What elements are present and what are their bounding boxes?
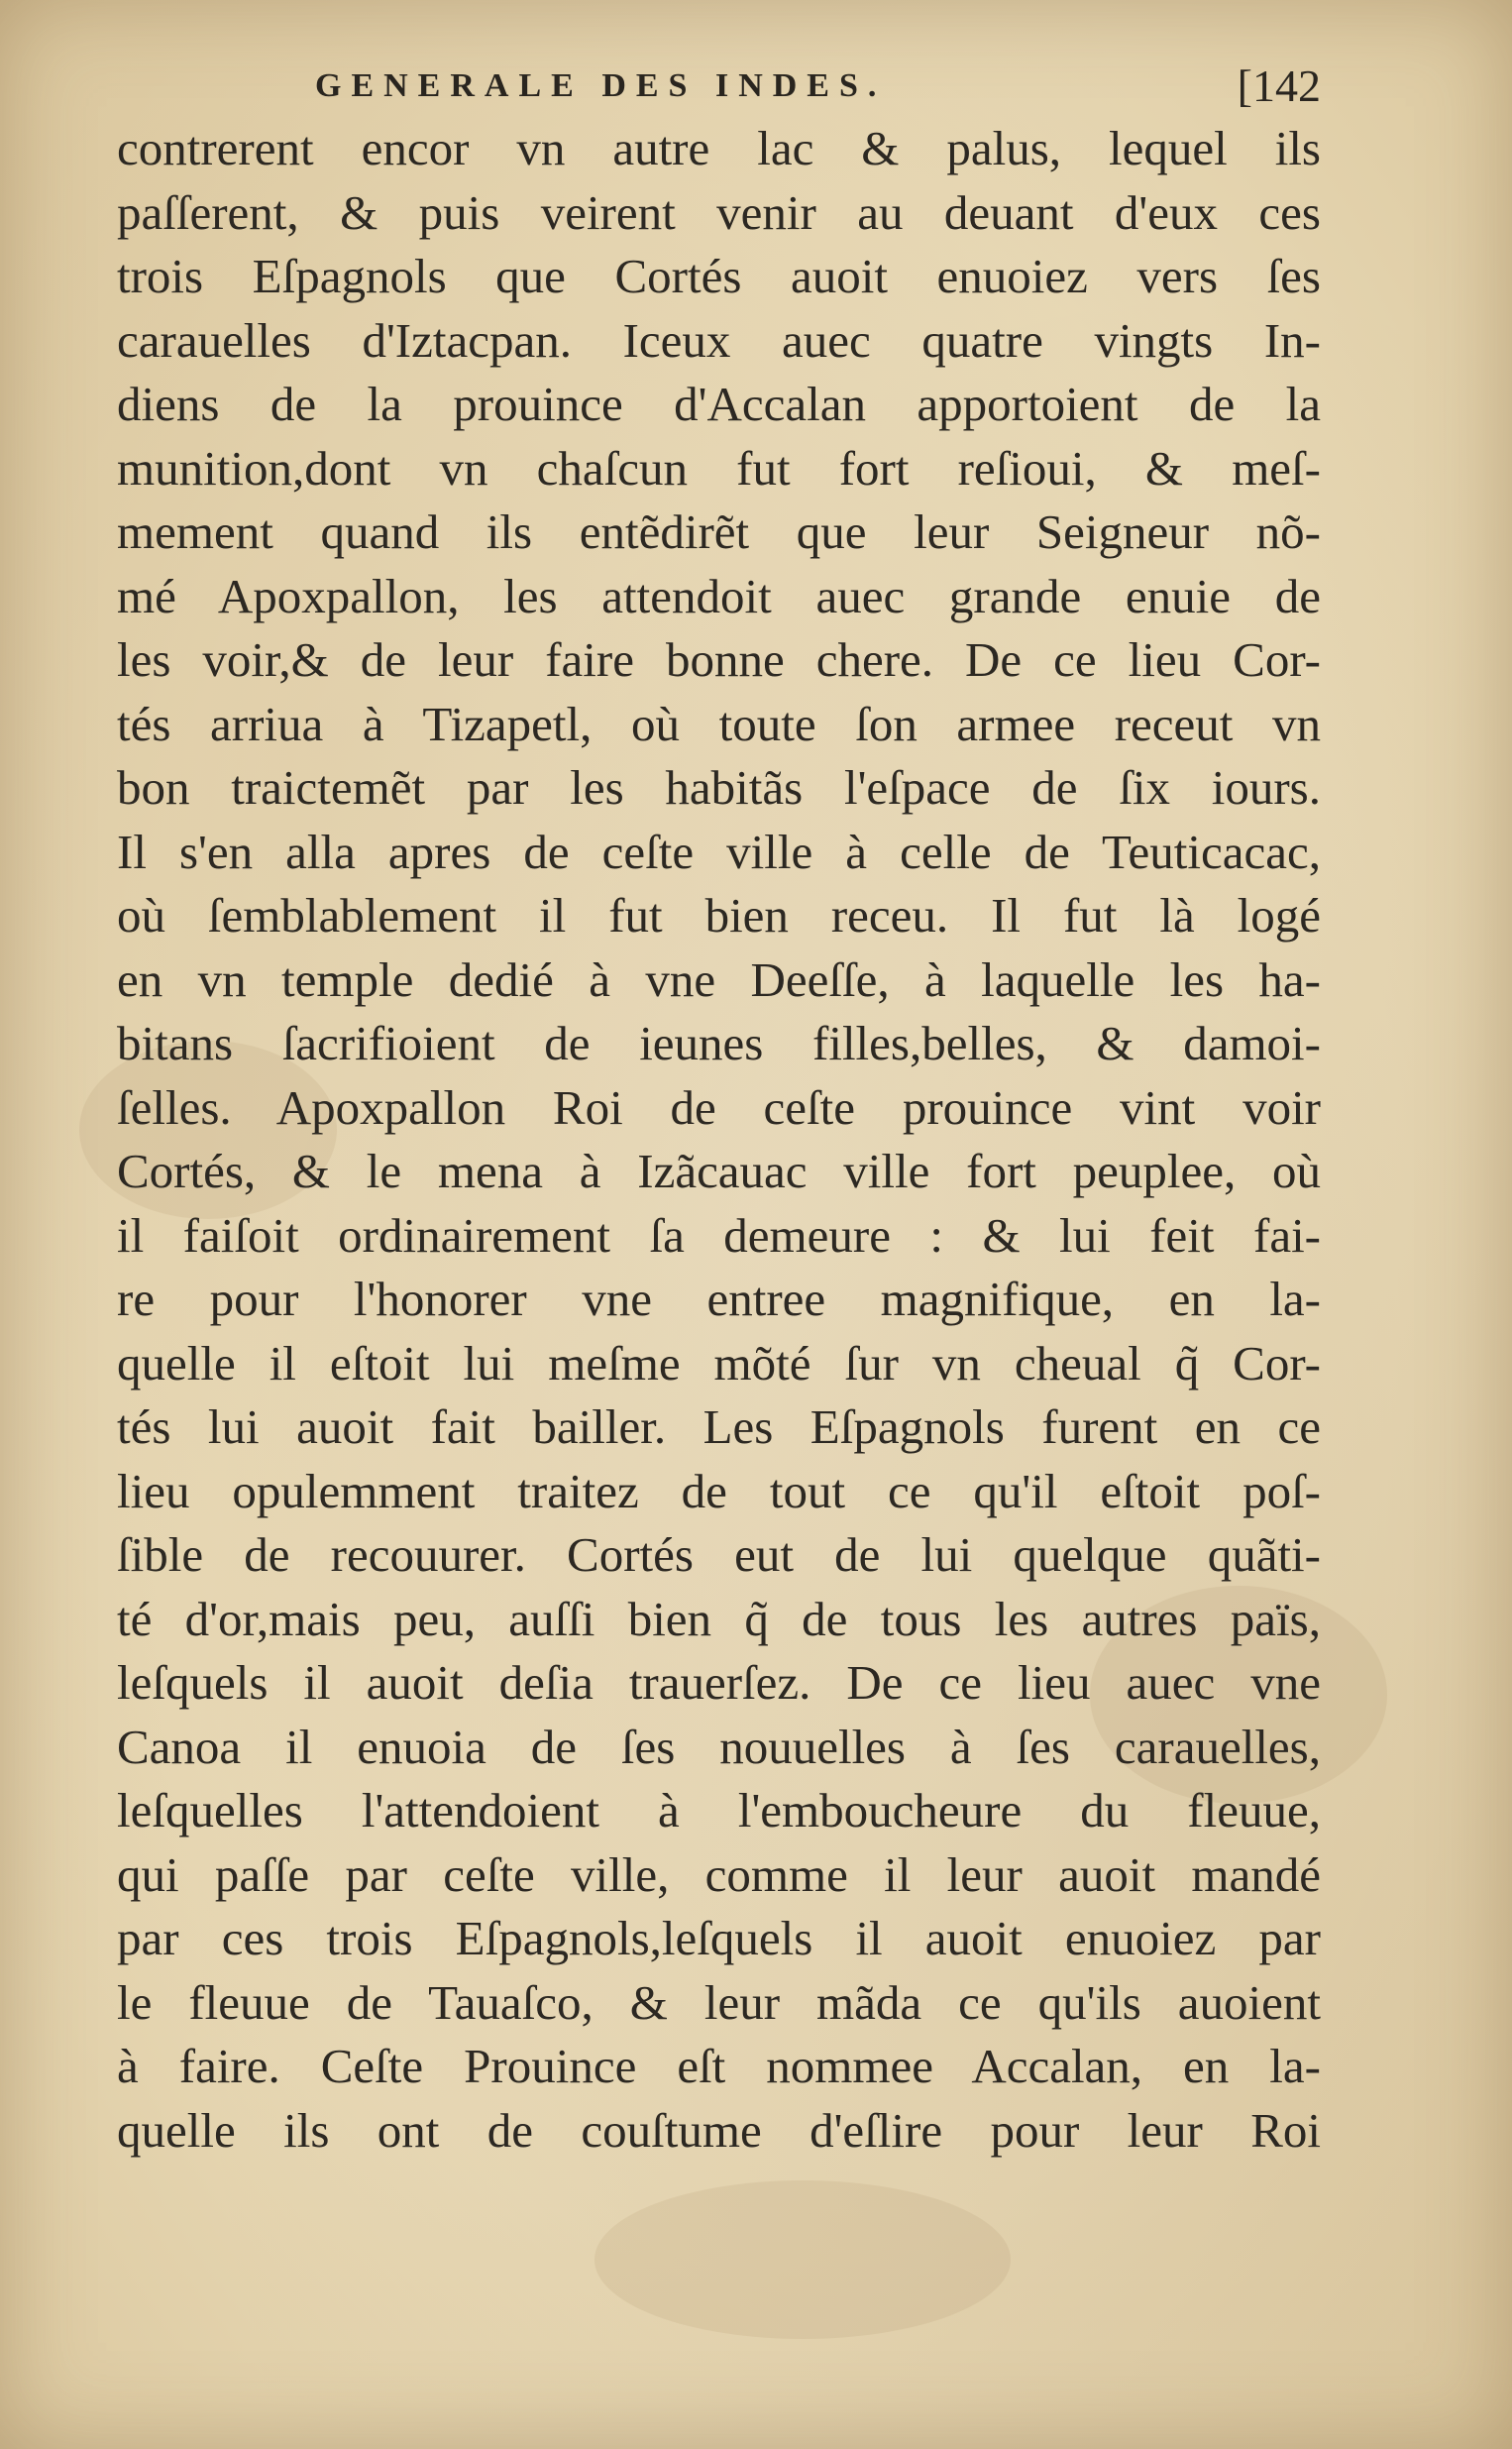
running-head: GENERALE DES INDES. [315,67,887,104]
text-line: en vn temple dedié à vne Deeſſe, à laquelle les ha- [117,951,1321,1007]
text-line: Il s'en alla apres de ceſte ville à celle de Teuticacac, [117,824,1321,879]
text-line: le fleuue de Tauaſco, & leur mãda ce qu'ils auoient [117,1974,1321,2030]
text-line: tés arriua à Tizapetl, où toute ſon armee receut vn [117,696,1321,751]
text-line: leſquels il auoit deſia trauerſez. De ce lieu auec vne [117,1655,1321,1710]
text-line: bon traictemẽt par les habitãs l'eſpace de ſix iours. [117,760,1321,815]
text-line: carauelles d'Iztacpan. Iceux auec quatre vingts In- [117,312,1321,368]
text-line: ſible de recouurer. Cortés eut de lui quelque quãti- [117,1527,1321,1582]
page-number: [142 [1237,60,1321,111]
text-line: Canoa il enuoia de ſes nouuelles à ſes carauelles, [117,1719,1321,1774]
text-line: lieu opulemment traitez de tout ce qu'il eſtoit poſ- [117,1463,1321,1518]
text-line: quelle il eſtoit lui meſme mõté ſur vn cheual q̃ Cor- [117,1335,1321,1391]
text-line: diens de la prouince d'Accalan apportoient de la [117,377,1321,431]
text-line: bitans ſacrifioient de ieunes filles,belles, & damoi- [117,1016,1321,1070]
text-line: mement quand ils entẽdirẽt que leur Seigneur nõ- [117,504,1321,559]
text-line: ſelles. Apoxpallon Roi de ceſte prouince vint voir [117,1079,1321,1135]
text-line: Cortés, & le mena à Izãcauac ville fort peuplee, où [117,1144,1321,1198]
text-line: re pour l'honorer vne entree magnifique, en la- [117,1272,1321,1326]
text-line: contrerent encor vn autre lac & palus, lequel ils [117,121,1321,175]
paper-stain [594,2180,1011,2339]
text-line: qui paſſe par ceſte ville, comme il leur auoit mandé [117,1846,1321,1902]
text-line: té d'or,mais peu, auſſi bien q̃ de tous les autres païs, [117,1591,1321,1646]
page-header [117,59,1321,119]
text-line: mé Apoxpallon, les attendoit auec grande enuie de [117,568,1321,623]
text-line: tés lui auoit fait bailler. Les Eſpagnols furent en ce [117,1399,1321,1454]
text-line: leſquelles l'attendoient à l'emboucheure du fleuue, [117,1783,1321,1837]
text-line: quelle ils ont de couſtume d'eſlire pour leur Roi [117,2102,1321,2158]
text-line: munition,dont vn chaſcun fut fort reſioui, & meſ- [117,440,1321,496]
text-line: où ſemblablement il fut bien receu. Il fut là logé [117,888,1321,943]
text-line: à faire. Ceſte Prouince eſt nommee Accalan, en la- [117,2039,1321,2093]
text-line: les voir,& de leur faire bonne chere. De ce lieu Cor- [117,632,1321,687]
text-line: il faiſoit ordinairement ſa demeure : & lui feit fai- [117,1207,1321,1263]
text-line: trois Eſpagnols que Cortés auoit enuoiez vers ſes [117,249,1321,303]
body-text [117,117,1321,2163]
text-line: paſſerent, & puis veirent venir au deuant d'eux ces [117,184,1321,240]
text-line: par ces trois Eſpagnols,leſquels il auoit enuoiez par [117,1911,1321,1965]
